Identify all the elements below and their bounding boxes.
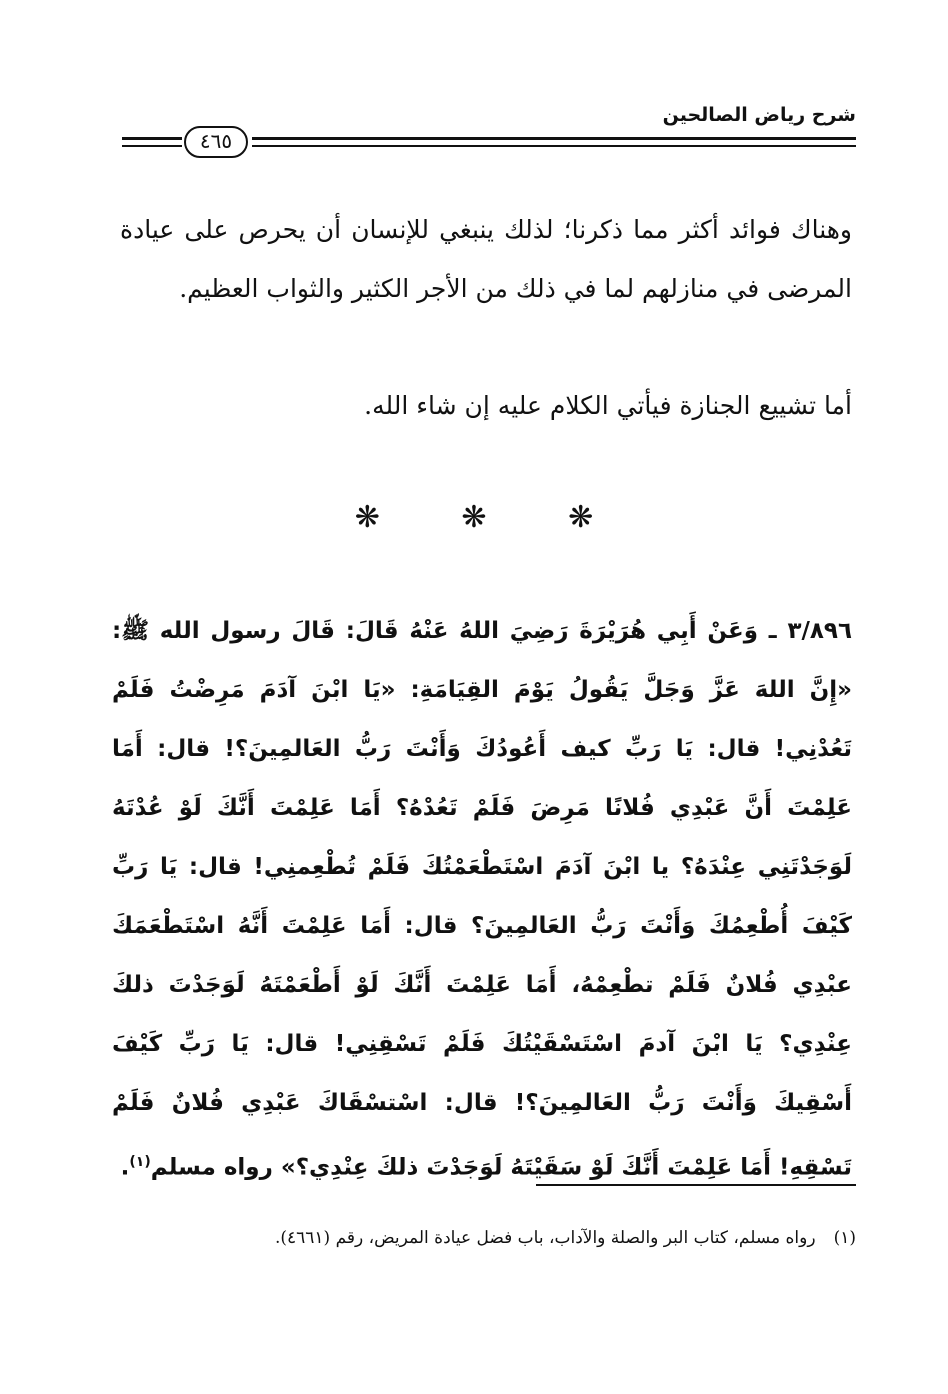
header-rule-left xyxy=(122,137,182,147)
page-number: ٤٦٥ xyxy=(184,126,248,158)
hadith-end-mark: . xyxy=(120,1154,130,1181)
hadith-text xyxy=(112,602,852,1198)
running-title: شرح رياض الصالحين xyxy=(662,104,856,126)
ornament-star-icon: ❋ xyxy=(568,500,594,535)
footnote xyxy=(96,1224,856,1252)
body-paragraph-2: أما تشييع الجنازة فيأتي الكلام عليه إن شاء الله. xyxy=(364,391,852,420)
footnote-reference: (١) xyxy=(129,1154,151,1170)
footnote-text: رواه مسلم، كتاب البر والصلة والآداب، باب فضل عيادة المريض، رقم (٤٦٦١). xyxy=(274,1228,816,1248)
body-paragraph-1: وهناك فوائد أكثر مما ذكرنا؛ لذلك ينبغي للإنسان أن يحرص على عيادة المرضى في منازلهم لما في ذلك من الأجر الكثير والثواب العظيم. xyxy=(120,215,852,303)
footnote-separator xyxy=(536,1184,856,1186)
section-ornaments xyxy=(0,500,948,535)
footnote-number: (١) xyxy=(833,1228,856,1248)
ornament-star-icon: ❋ xyxy=(461,500,487,535)
ornament-star-icon: ❋ xyxy=(354,500,380,535)
hadith-body: ٣/٨٩٦ ـ وَعَنْ أَبِي هُرَيْرَةَ رَضِيَ اللهُ عَنْهُ قَالَ: قَالَ رسول الله ﷺ: «إِنَّ اللهَ عَزَّ وَجَلَّ يَقُولُ يَوْمَ القِيَامَةِ: «يَا ابْنَ آدَمَ مَرِضْتُ فَلَمْ تَعُدْنِي! قال: يَا رَبِّ كيف أَعُودُكَ وَأَنْتَ رَبُّ العَالمِينَ؟! قال: أَمَا عَلِمْتَ أَنَّ عَبْدِي فُلانًا مَرِضَ فَلَمْ تَعُدْهُ؟ أَمَا عَلِمْتَ أَنَّكَ لَوْ عُدْتَهُ لَوَجَدْتَنِي عِنْدَهُ؟ يا ابْنَ آدَمَ اسْتَطْعَمْتُكَ فَلَمْ تُطْعِمنِي! قال: يَا رَبِّ كَيْفَ أُطْعِمُكَ وَأَنْتَ رَبُّ العَالمِينَ؟ قال: أَمَا عَلِمْتَ أَنَّهُ اسْتَطْعَمَكَ عبْدِي فُلانٌ فَلَمْ تطْعِمْهُ، أَمَا عَلِمْتَ أَنَّكَ لَوْ أَطْعَمْتَهُ لَوَجَدْتَ ذلكَ عِنْدِي؟ يَا ابْنَ آدمَ اسْتَسْقَيْتُكَ فَلَمْ تَسْقِنِي! قال: يَا رَبِّ كَيْفَ أَسْقِيكَ وَأَنْتَ رَبُّ العَالمِينَ؟! قال: اسْتسْقَاكَ عَبْدِي فُلانٌ فَلَمْ تَسْقِهِ! أَمَا عَلِمْتَ أَنَّكَ لَوْ سَقَيْتَهُ لَوَجَدْتَ ذلكَ عِنْدِي؟» رواه مسلم xyxy=(112,618,852,1181)
header-rule-right xyxy=(252,137,856,147)
